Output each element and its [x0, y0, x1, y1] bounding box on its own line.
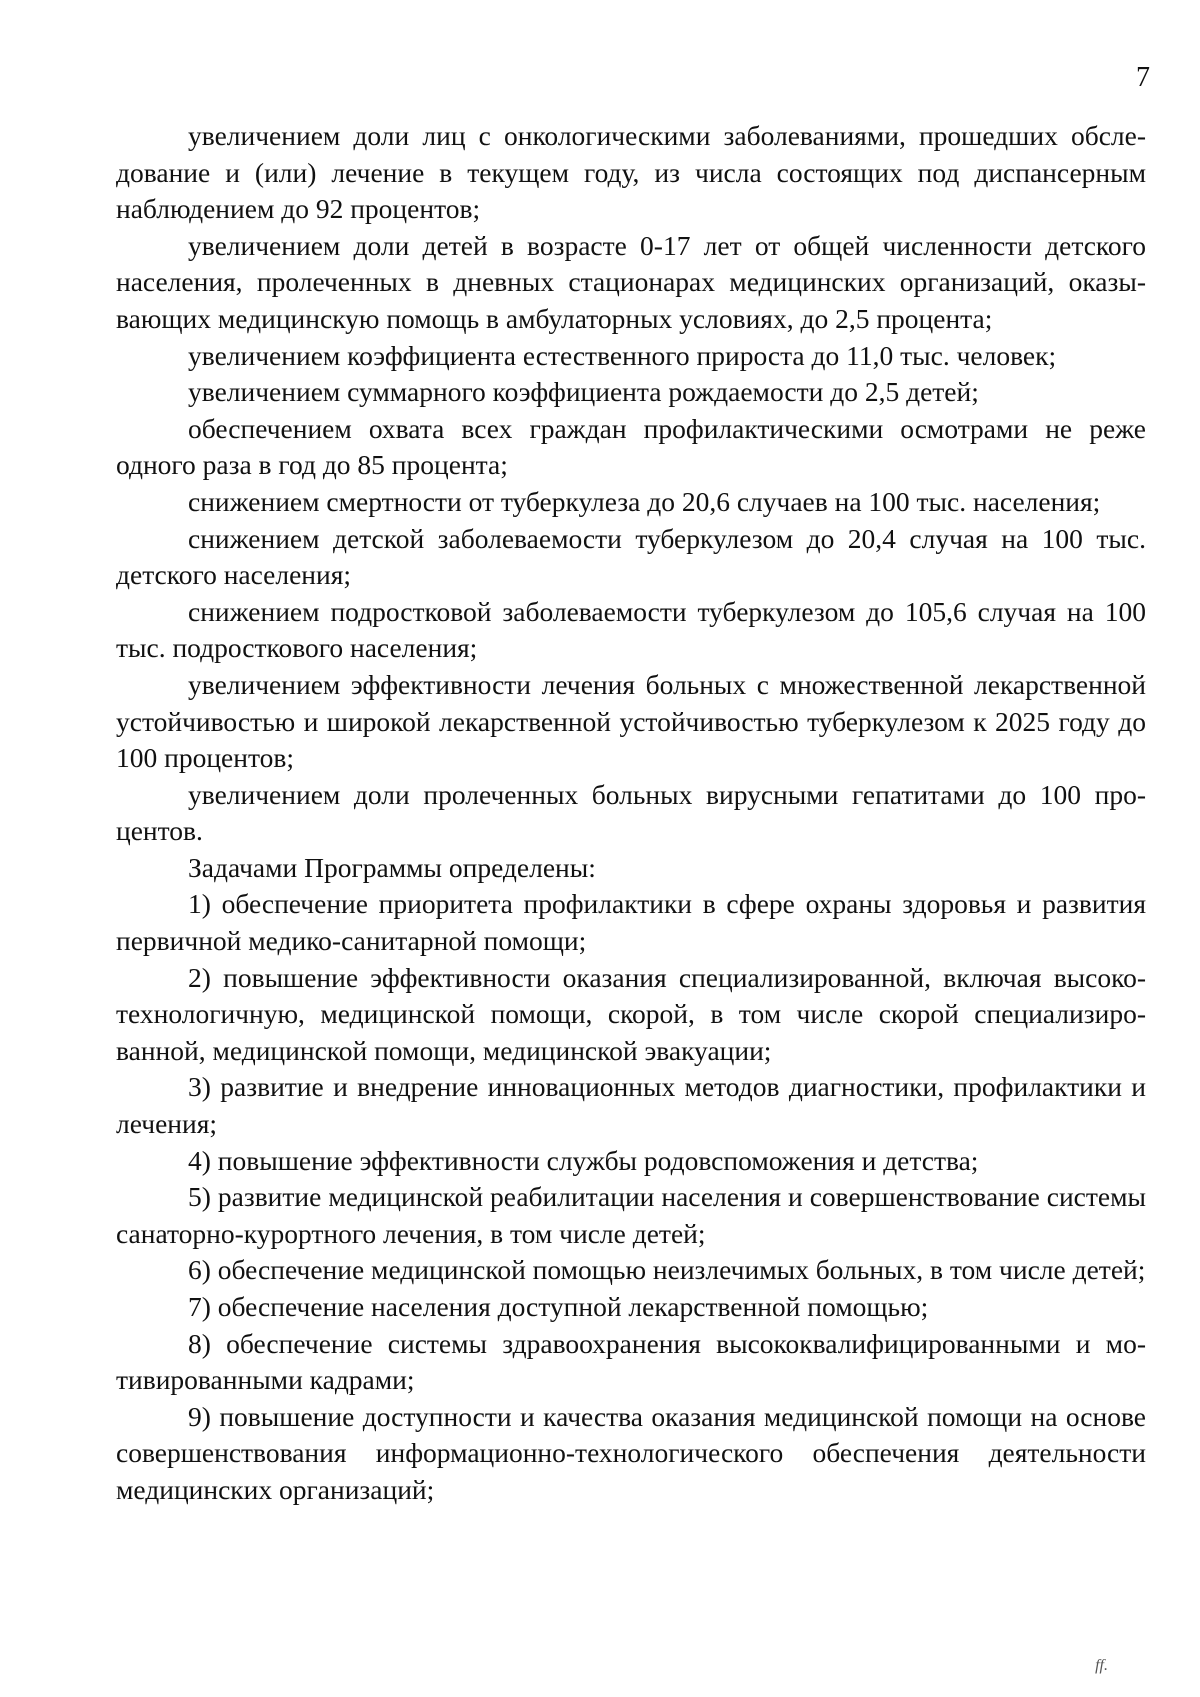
section-intro: Задачами Программы определены:: [188, 851, 596, 883]
paragraph: увеличением доли пролеченных больных вирусными гепатитами до 100 процентов.: [116, 778, 1146, 847]
paragraph: увеличением доли лиц с онкологическими заболеваниями, прошедших обследование и (или) лечение в текущем году, из числа состоящих под диспансерным наблюдением до 92 процентов;: [116, 120, 1146, 225]
document-body: [116, 118, 1146, 1509]
task-item: 1) обеспечение приоритета профилактики в сфере охраны здоровья и развития первичной медико-санитарной помощи;: [116, 888, 1146, 957]
task-item: 6) обеспечение медицинской помощью неизлечимых больных, в том числе детей;: [188, 1254, 1146, 1286]
task-item: 5) развитие медицинской реабилитации населения и совершенствование системы санаторно-курортного лечения, в том числе детей;: [116, 1181, 1146, 1249]
paragraph: увеличением доли детей в возрасте 0-17 лет от общей численности детского населения, пролеченных в дневных стационарах медицинских организаций, оказывающих медицинскую помощь в амбулаторных условиях, до 2,5 процента;: [116, 229, 1146, 334]
paragraph: увеличением эффективности лечения больных с множественной лекарственной устойчивостью и широкой лекарственной устойчивостью туберкулезом к 2025 году до 100 процентов;: [116, 668, 1146, 774]
task-item: 9) повышение доступности и качества оказания медицинской помощи на основе совершенствования информационно-технологического обеспечения деятельности медицинских организаций;: [116, 1400, 1146, 1505]
paragraph: снижением подростковой заболеваемости туберкулезом до 105,6 случая на 100 тыс. подросткового населения;: [116, 595, 1146, 664]
paragraph: обеспечением охвата всех граждан профилактическими осмотрами не реже одного раза в год до 85 процента;: [116, 412, 1146, 481]
task-item: 2) повышение эффективности оказания специализированной, включая высокотехнологичную, медицинской помощи, скорой, в том числе скорой специализированной, медицинской помощи, медицинской эвакуации;: [116, 961, 1146, 1066]
page-number: 7: [1136, 62, 1150, 93]
task-item: 8) обеспечение системы здравоохранения высококвалифицированными и мотивированными кадрами;: [116, 1327, 1146, 1396]
paragraph: снижением смертности от туберкулеза до 20,6 случаев на 100 тыс. населения;: [188, 485, 1101, 517]
task-item: 4) повышение эффективности службы родовспоможения и детства;: [188, 1144, 979, 1176]
task-item: 3) развитие и внедрение инновационных методов диагностики, профилактики и лечения;: [116, 1071, 1146, 1140]
paragraph: увеличением коэффициента естественного прироста до 11,0 тыс. человек;: [188, 339, 1057, 371]
task-item: 7) обеспечение населения доступной лекарственной помощью;: [188, 1291, 929, 1322]
corner-mark: ff.: [1095, 1657, 1108, 1674]
paragraph: снижением детской заболеваемости туберкулезом до 20,4 случая на 100 тыс. детского населения;: [116, 522, 1146, 591]
paragraph: увеличением суммарного коэффициента рождаемости до 2,5 детей;: [188, 376, 979, 408]
